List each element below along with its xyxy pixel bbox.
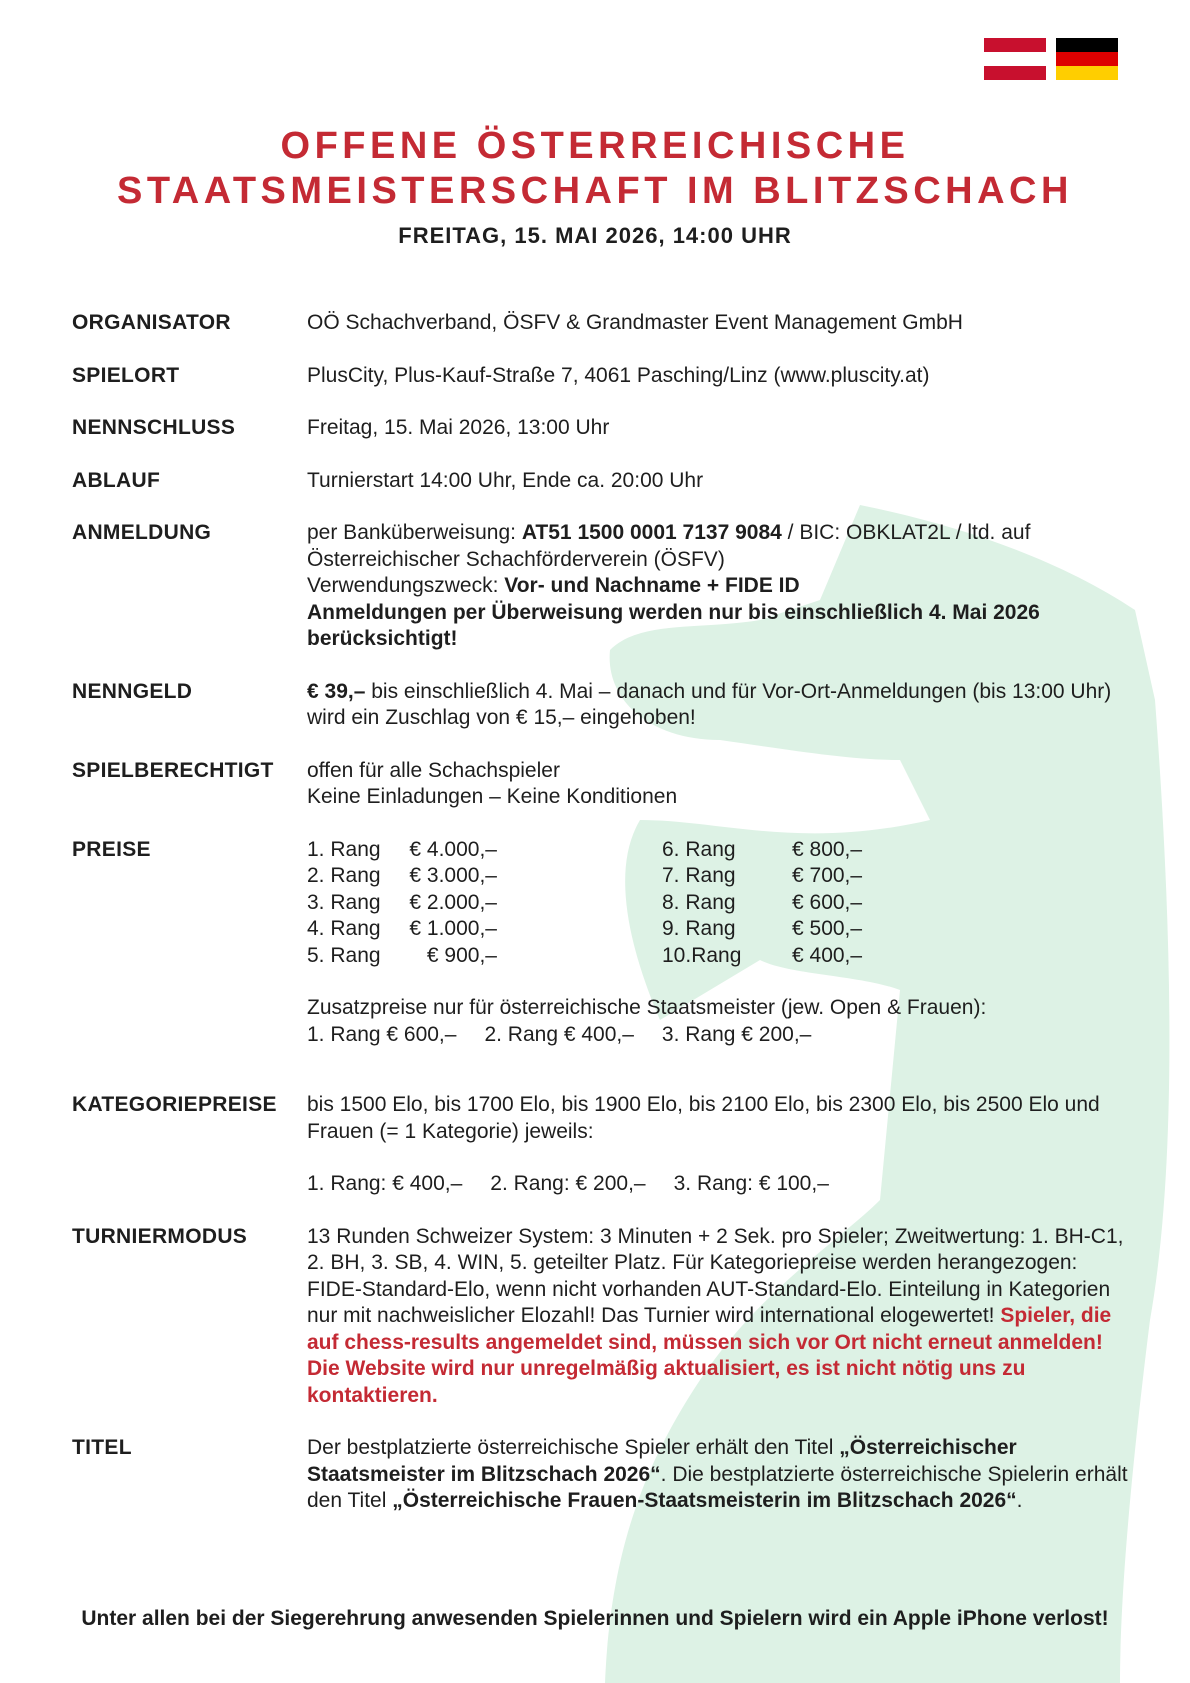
extra-prize: 1. Rang € 600,– [307,1022,457,1046]
mode-text: 13 Runden Schweizer System: 3 Minuten + 2 Sek. pro Spieler; Zweitwertung: 1. BH-C1, 2. BH, 3. SB, 4. WIN, 5. geteilter Platz. Für Kategoriepreise werden herangezogen: FIDE-Standard-Elo, wenn nicht vorhanden AUT-Standard-Elo. Einteilung in Kategorien nur mit nachweislicher Elozahl! Das Turnier wird international elogewertet! [307,1224,1124,1327]
prize-table [307,837,1132,970]
prize-rank: 1. Rang [307,837,381,861]
chess-results-notice: Spieler, die auf chess-results angemeldet sind, müssen sich vor Ort nicht erneut anmelden! Die Website wird nur unregelmäßig aktualisiert, es ist nicht nötig uns zu kontaktieren. [307,1304,1112,1407]
registration-deadline-notice: Anmeldungen per Überweisung werden nur bis einschließlich 4. Mai 2026 berücksichtigt! [307,600,1040,650]
account-holder: Österreichischer Schachförderverein (ÖSFV) [307,547,725,571]
eligibility-line-1: offen für alle Schachspieler [307,758,560,782]
title-line-2: STAATSMEISTERSCHAFT IM BLITZSCHACH [117,170,1073,212]
details [72,310,1132,1541]
label-nennschluss: NENNSCHLUSS [72,416,236,439]
prize-amount: € 500,– [792,917,863,940]
label-preise: PREISE [72,837,151,861]
iphone-raffle-notice: Unter allen bei der Siegerehrung anwesenden Spielerinnen und Spielern wird ein Apple iPhone verlost! [81,1607,1109,1630]
category-prize: 2. Rang: € 200,– [490,1172,646,1195]
eligibility-line-2: Keine Einladungen – Keine Konditionen [307,785,678,808]
header [0,124,1190,249]
prize-amount: € 2.000,– [409,890,497,914]
value-turniermodus [307,1224,1132,1410]
germany-flag-icon [1056,38,1118,80]
purpose-value: Vor- und Nachname + FIDE ID [504,574,800,597]
prize-rank: 6. Rang [662,837,736,861]
row-kategoriepreise [72,1092,1132,1198]
extra-prize: 3. Rang € 200,– [661,1022,812,1046]
purpose-label: Verwendungszweck: [307,574,505,597]
label-kategoriepreise: KATEGORIEPREISE [72,1093,277,1116]
row-nenngeld [72,679,1132,732]
label-anmeldung: ANMELDUNG [72,521,212,544]
iban: AT51 1500 0001 7137 9084 [521,521,782,544]
prize-amount: € 600,– [792,890,863,914]
extra-prizes [307,1022,1132,1049]
category-list: bis 1500 Elo, bis 1700 Elo, bis 1900 Elo, bis 2100 Elo, bis 2300 Elo, bis 2500 Elo und Frauen (= 1 Kategorie) jeweils: [307,1093,1100,1143]
value-titel [307,1435,1132,1515]
prize-column-left [307,837,497,970]
entry-fee: € 39,– [307,679,366,703]
category-prize: 3. Rang: € 100,– [673,1172,829,1195]
prize-column-right [662,837,892,970]
prize-rank: 9. Rang [662,917,736,940]
prize-rank: 3. Rang [307,890,381,914]
austria-flag-icon [984,38,1046,80]
anmeldung-prefix: per Banküberweisung: [307,521,522,544]
prize-amount: € 3.000,– [409,864,497,887]
title-men: „Österreichischer Staatsmeister im Blitzschach 2026“ [307,1436,1017,1486]
title-text-2: . Die bestplatzierte österreichische Spielerin erhält den Titel [307,1462,1128,1512]
label-organisator: ORGANISATOR [72,311,231,334]
title-text-1: Der bestplatzierte österreichische Spieler erhält den Titel [307,1436,840,1459]
prize-rank: 5. Rang [307,943,381,967]
row-ablauf [72,468,1132,495]
value-anmeldung [307,520,1132,653]
category-prizes [307,1171,1132,1198]
label-spielort: SPIELORT [72,363,180,387]
row-spielberechtigt [72,758,1132,811]
prize-rank: 7. Rang [662,864,736,887]
category-prize: 1. Rang: € 400,– [307,1172,463,1195]
value-organisator: OÖ Schachverband, ÖSFV & Grandmaster Event Management GmbH [307,311,963,334]
extra-prize: 2. Rang € 400,– [484,1022,634,1046]
title-women: „Österreichische Frauen-Staatsmeisterin im Blitzschach 2026“ [392,1489,1017,1512]
prize-rank: 10.Rang [662,943,742,967]
prize-amount: € 800,– [792,837,863,861]
event-date: FREITAG, 15. MAI 2026, 14:00 UHR [398,223,792,248]
row-spielort [72,363,1132,390]
prize-amount: € 900,– [426,943,497,967]
row-nennschluss [72,415,1132,442]
flags [984,38,1118,80]
value-spielberechtigt [307,758,1132,811]
value-nenngeld [307,679,1132,732]
row-anmeldung [72,520,1132,653]
prize-rank: 4. Rang [307,917,381,940]
prize-rank: 2. Rang [307,864,381,887]
prize-amount: € 700,– [792,864,863,887]
title-text-3: . [1016,1489,1023,1512]
row-preise [72,837,1132,1049]
prize-amount: € 400,– [792,943,863,967]
prize-amount: € 1.000,– [409,917,497,940]
title-line-1: OFFENE ÖSTERREICHISCHE [280,125,910,167]
extra-prizes-intro: Zusatzpreise nur für österreichische Staatsmeister (jew. Open & Frauen): [307,996,987,1019]
value-ablauf: Turnierstart 14:00 Uhr, Ende ca. 20:00 Uhr [307,468,704,492]
label-spielberechtigt: SPIELBERECHTIGT [72,758,274,782]
prize-amount: € 4.000,– [409,837,497,861]
value-kategoriepreise [307,1092,1132,1198]
label-nenngeld: NENNGELD [72,679,193,703]
value-preise [307,837,1132,1049]
label-ablauf: ABLAUF [72,468,161,492]
value-spielort: PlusCity, Plus-Kauf-Straße 7, 4061 Pasching/Linz (www.pluscity.at) [307,363,930,387]
prize-rank: 8. Rang [662,890,736,914]
row-titel [72,1435,1132,1515]
row-organisator [72,310,1132,337]
label-turniermodus: TURNIERMODUS [72,1224,248,1248]
entry-fee-text: bis einschließlich 4. Mai – danach und für Vor-Ort-Anmeldungen (bis 13:00 Uhr) wird ein Zuschlag von € 15,– eingehoben! [307,679,1112,729]
row-turniermodus [72,1224,1132,1410]
value-nennschluss: Freitag, 15. Mai 2026, 13:00 Uhr [307,416,610,439]
label-titel: TITEL [72,1436,132,1459]
bic: / BIC: OBKLAT2L / ltd. auf [781,521,1031,544]
